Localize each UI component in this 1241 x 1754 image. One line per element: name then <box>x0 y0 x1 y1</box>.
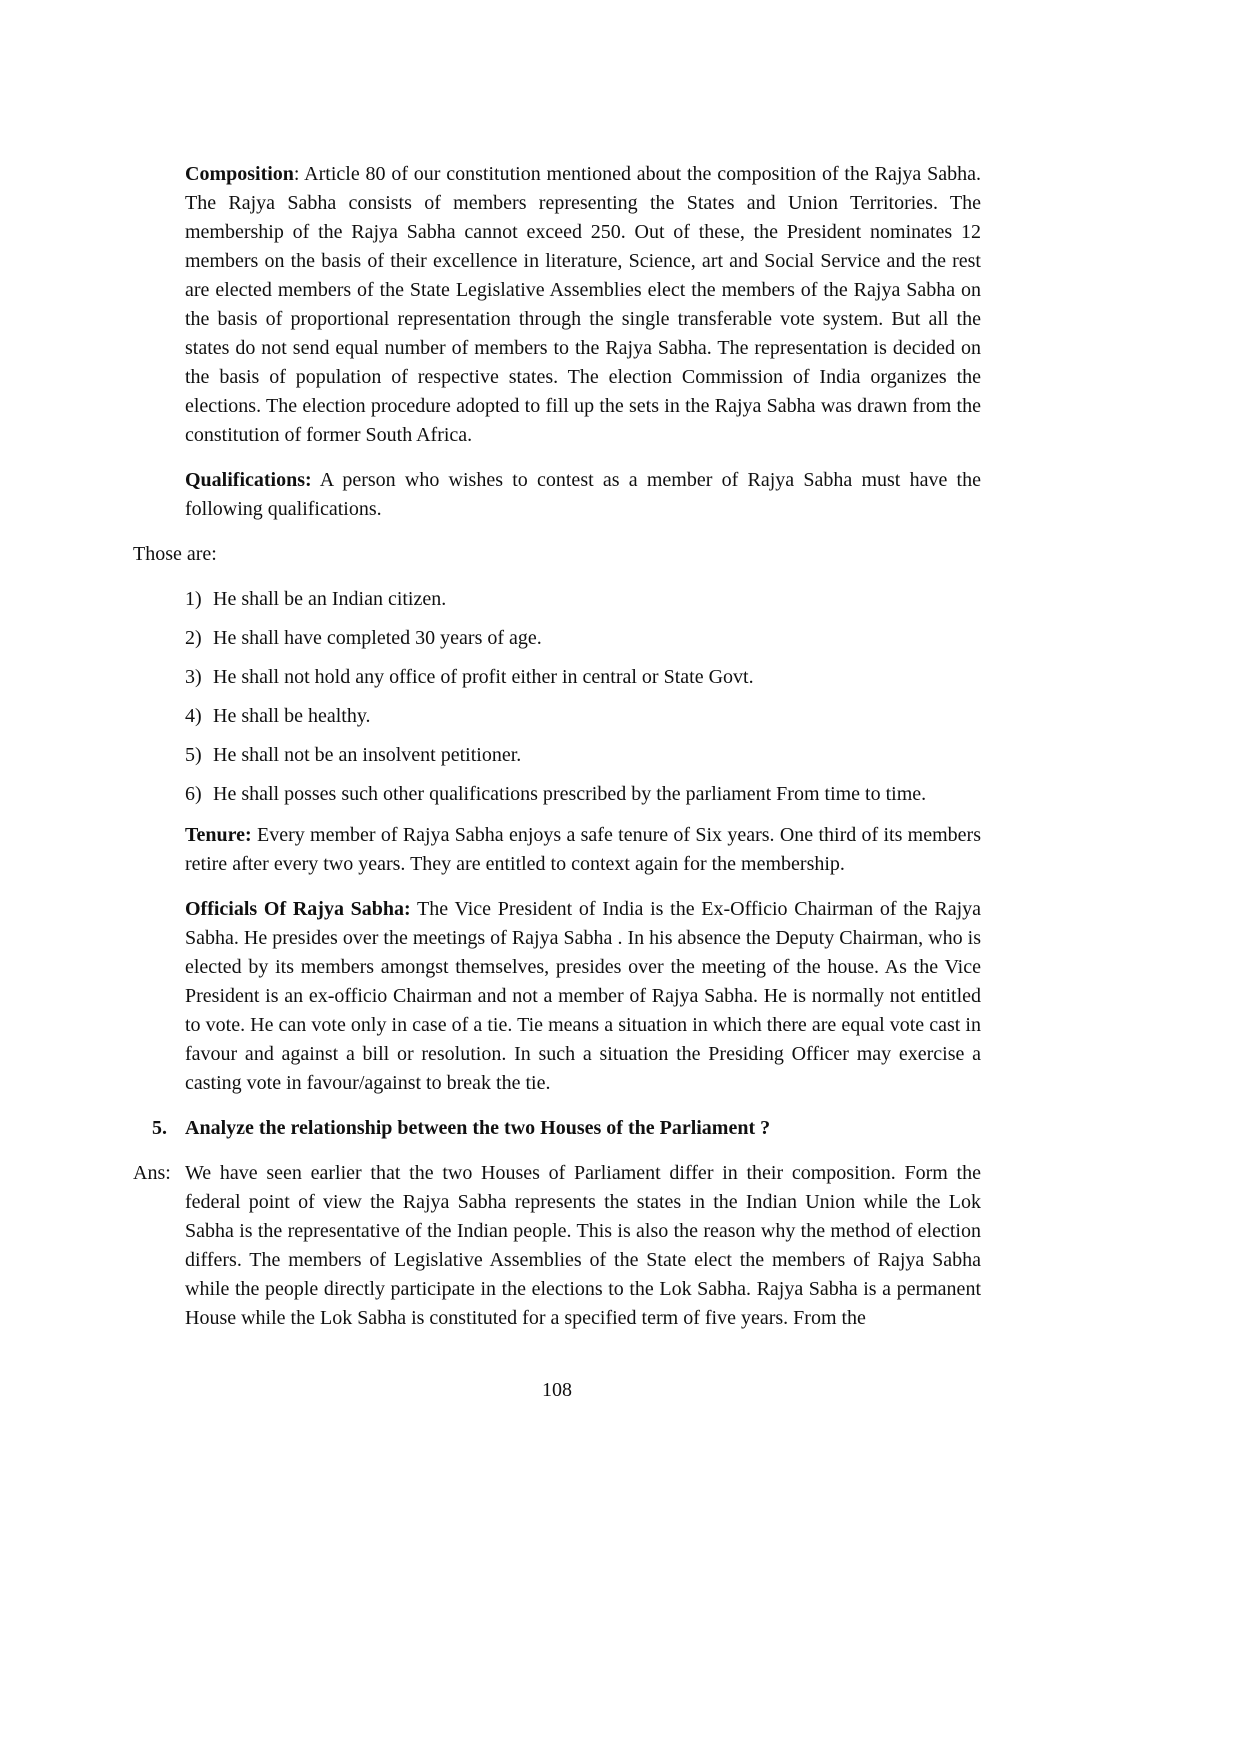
list-item <box>133 663 981 692</box>
list-item-number: 2) <box>185 627 202 649</box>
page-content <box>133 160 981 1349</box>
qualifications-heading: Qualifications: <box>185 469 312 491</box>
composition-text: : Article 80 of our constitution mentioned about the composition of the Rajya Sabha. The Rajya Sabha consists of members representing the States and Union Territories. The membership of the Rajya Sabha cannot exceed 250. Out of these, the President nominates 12 members on the basis of their excellence in literature, Science, art and Social Service and the rest are elected members of the State Legislative Assemblies elect the members of the Rajya Sabha on the basis of proportional representation through the single transferable vote system. But all the states do not send equal number of members to the Rajya Sabha. The representation is decided on the basis of population of respective states. The election Commission of India organizes the elections. The election procedure adopted to fill up the sets in the Rajya Sabha was drawn from the constitution of former South Africa. <box>185 163 981 446</box>
qualifications-paragraph <box>133 466 981 524</box>
list-item-text: He shall posses such other qualifications prescribed by the parliament From time to time. <box>213 783 927 805</box>
list-item-text: He shall not hold any office of profit either in central or State Govt. <box>213 666 754 688</box>
list-item-number: 6) <box>185 783 202 805</box>
list-item <box>133 585 981 614</box>
list-item-number: 5) <box>185 744 202 766</box>
list-item-text: He shall have completed 30 years of age. <box>213 627 542 649</box>
officials-paragraph <box>133 895 981 1098</box>
officials-heading: Officials Of Rajya Sabha: <box>185 898 411 920</box>
list-item <box>133 780 981 809</box>
list-item-text: He shall be healthy. <box>213 705 371 727</box>
page-number: 108 <box>542 1379 572 1401</box>
question-5 <box>133 1114 981 1143</box>
qualifications-text: A person who wishes to contest as a member of Rajya Sabha must have the following qualifications. <box>185 469 981 520</box>
answer-5 <box>133 1159 981 1333</box>
composition-heading: Composition <box>185 163 294 185</box>
list-item <box>133 741 981 770</box>
tenure-heading: Tenure: <box>185 824 252 846</box>
answer-text: We have seen earlier that the two Houses of Parliament differ in their composition. Form the federal point of view the Rajya Sabha represents the states in the Indian Union while the Lok Sabha is the representative of the Indian people. This is also the reason why the method of election differs. The members of Legislative Assemblies of the State elect the members of Rajya Sabha while the people directly participate in the elections to the Lok Sabha. Rajya Sabha is a permanent House while the Lok Sabha is constituted for a specified term of five years. From the <box>185 1162 981 1329</box>
question-text: Analyze the relationship between the two Houses of the Parliament ? <box>185 1117 771 1139</box>
officials-text: The Vice President of India is the Ex-Officio Chairman of the Rajya Sabha. He presides over the meetings of Rajya Sabha . In his absence the Deputy Chairman, who is elected by its members amongst themselves, presides over the meeting of the house. As the Vice President is an ex-officio Chairman and not a member of Rajya Sabha. He is normally not entitled to vote. He can vote only in case of a tie. Tie means a situation in which there are equal vote cast in favour and against a bill or resolution. In such a situation the Presiding Officer may exercise a casting vote in favour/against to break the tie. <box>185 898 982 1094</box>
list-item-number: 4) <box>185 705 202 727</box>
list-item-number: 3) <box>185 666 202 688</box>
list-item-number: 1) <box>185 588 202 610</box>
question-number: 5. <box>152 1117 167 1139</box>
tenure-paragraph <box>133 821 981 879</box>
list-item <box>133 702 981 731</box>
list-item-text: He shall be an Indian citizen. <box>213 588 447 610</box>
composition-paragraph <box>133 160 981 450</box>
list-item <box>133 624 981 653</box>
qualifications-list <box>133 585 981 809</box>
list-item-text: He shall not be an insolvent petitioner. <box>213 744 522 766</box>
tenure-text: Every member of Rajya Sabha enjoys a safe tenure of Six years. One third of its members retire after every two years. They are entitled to context again for the membership. <box>185 824 981 875</box>
answer-label: Ans: <box>133 1162 171 1184</box>
those-are-label: Those are: <box>133 543 217 565</box>
